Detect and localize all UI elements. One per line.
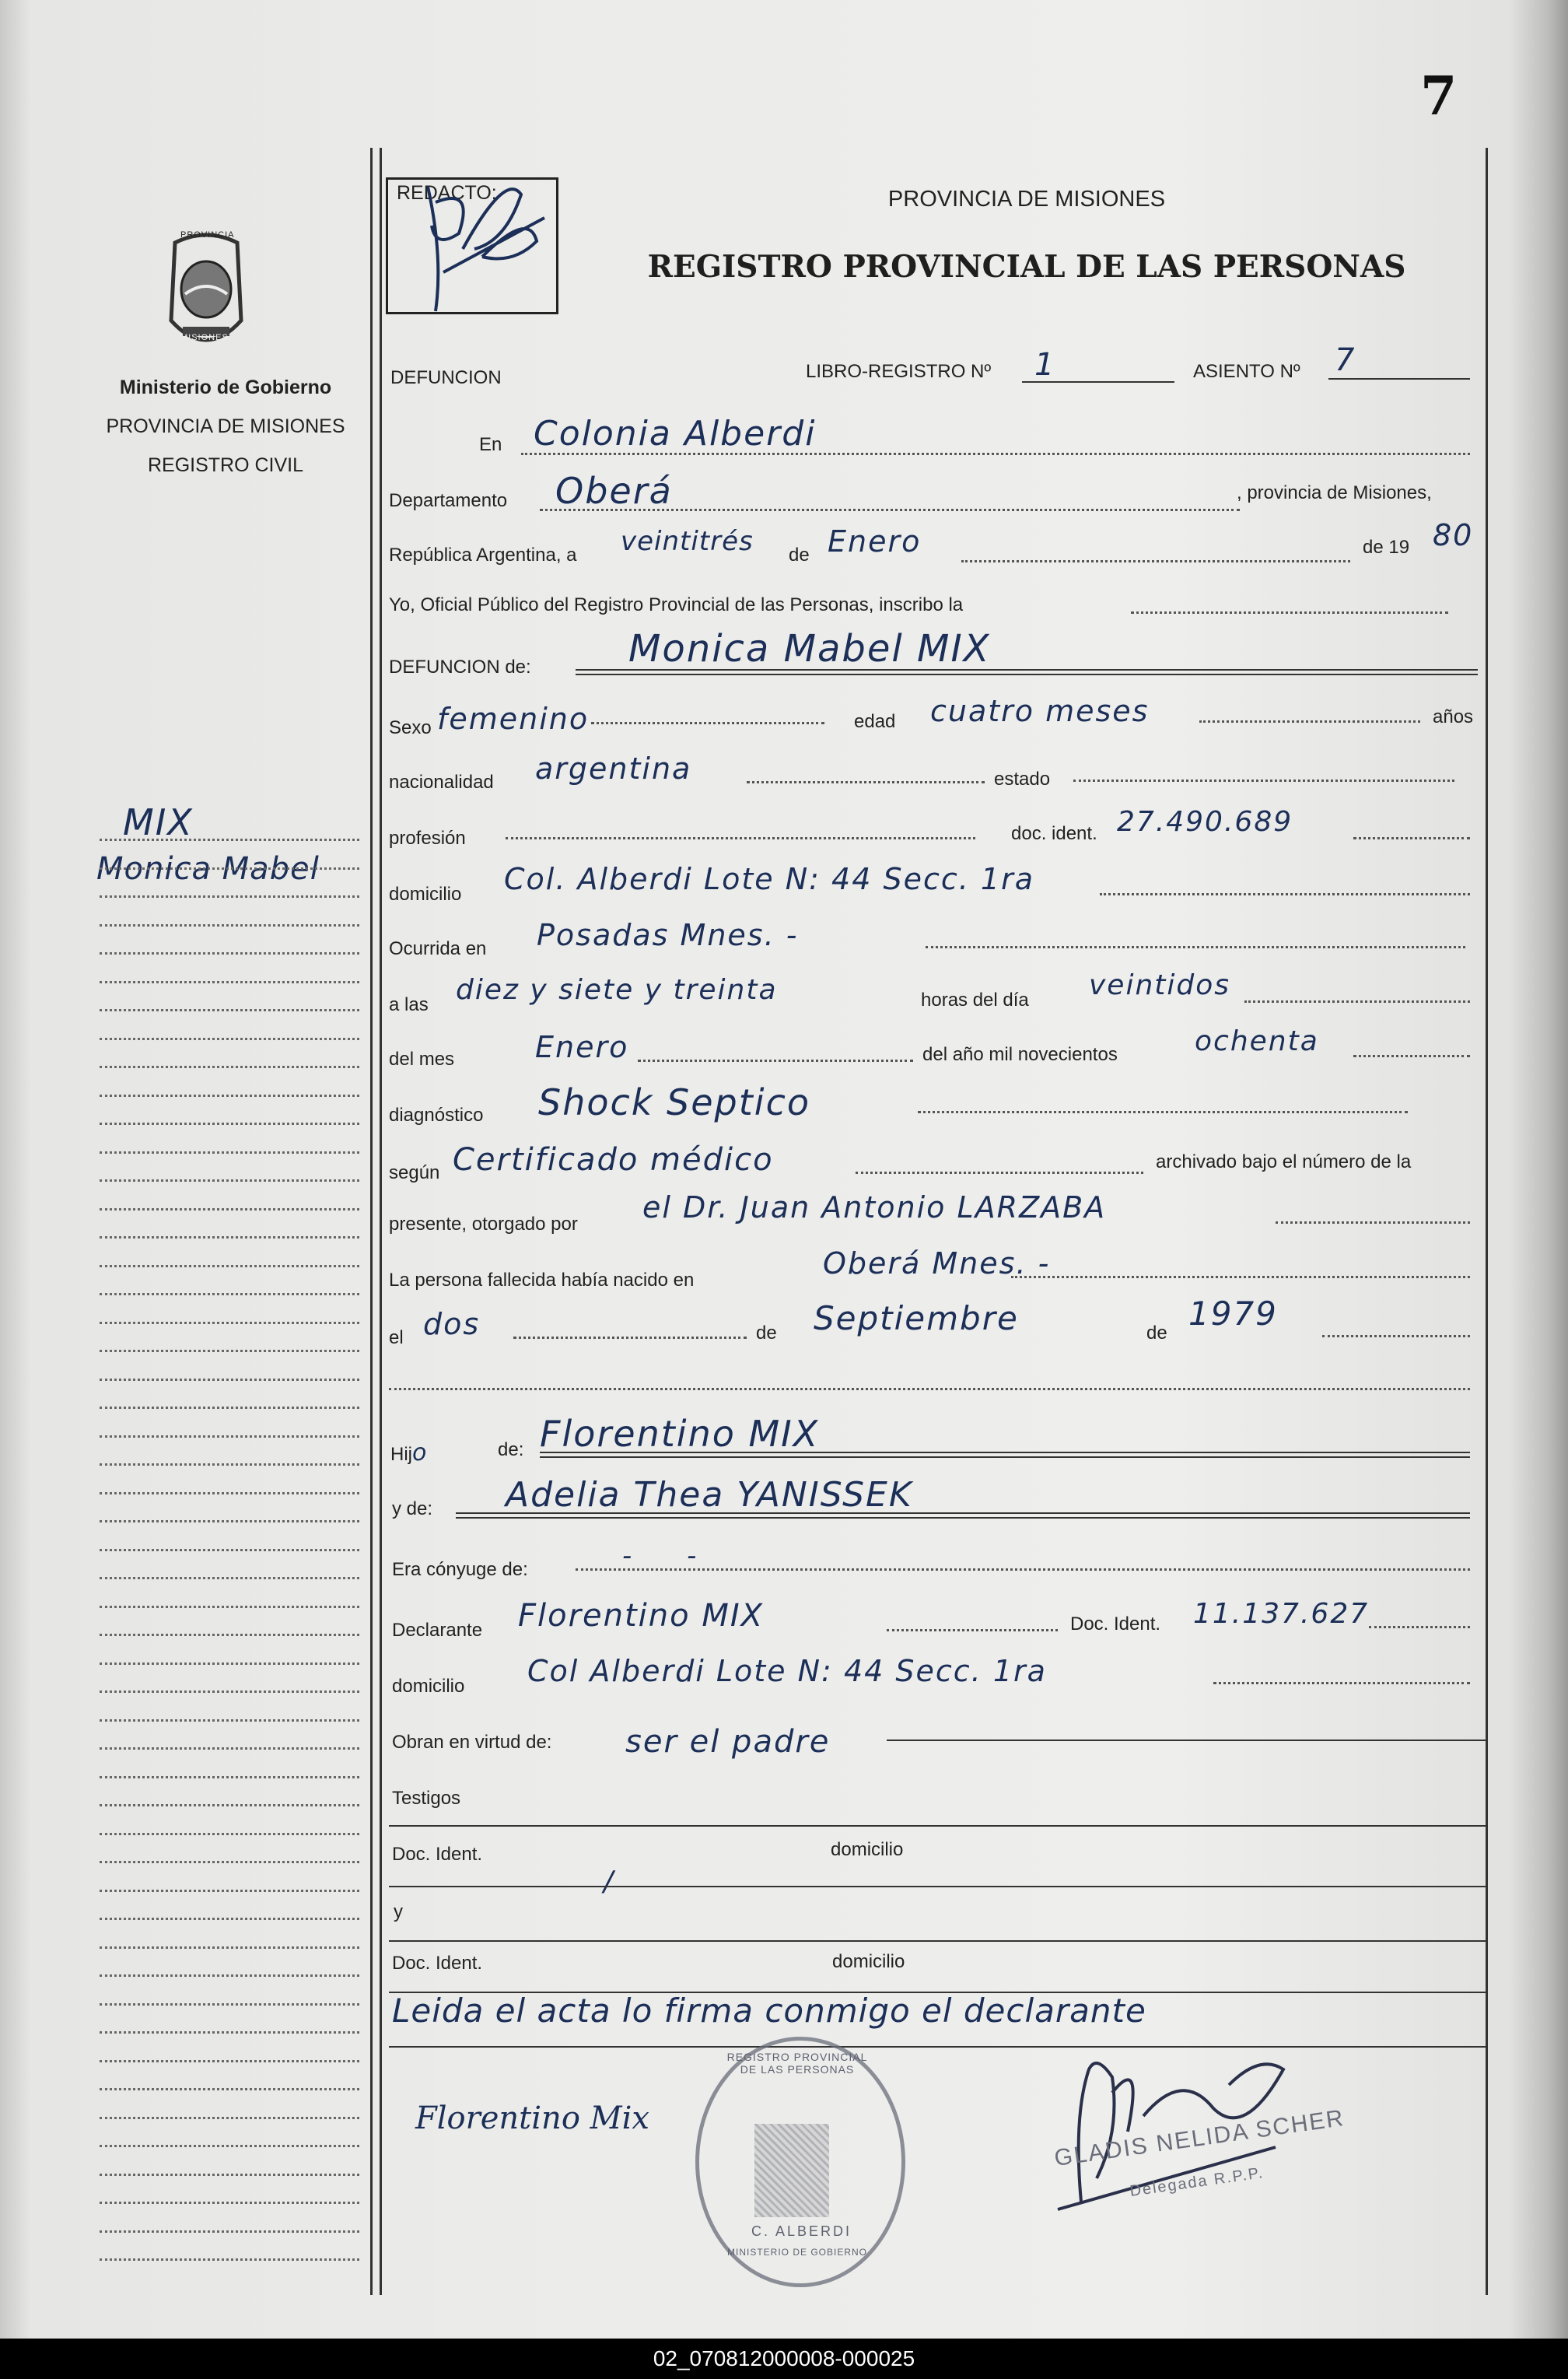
sexo-value: femenino xyxy=(437,702,590,736)
civil-registry-label: REGISTRO CIVIL xyxy=(147,454,304,476)
sexo-line xyxy=(591,722,824,724)
margin-dotted-line xyxy=(100,1946,359,1949)
margin-dotted-line xyxy=(100,895,359,898)
footer-file-id: 02_070812000008-000025 xyxy=(0,2339,1568,2379)
declarante-label: Declarante xyxy=(392,1620,483,1641)
margin-dotted-line xyxy=(100,1322,359,1324)
conyuge-line xyxy=(576,1568,1470,1571)
declarant-signature: Florentino Mix xyxy=(415,2100,649,2136)
ocurrida-label: Ocurrida en xyxy=(389,938,487,959)
defuncion-de-line-2 xyxy=(576,674,1478,675)
margin-dotted-line xyxy=(100,1407,359,1409)
margin-dotted-line xyxy=(100,2174,359,2176)
margin-dotted-line xyxy=(100,867,359,870)
declarante-value: Florentino MIX xyxy=(518,1598,765,1634)
hijo-de-line-2 xyxy=(540,1456,1470,1458)
diagnostico-label: diagnóstico xyxy=(389,1105,484,1126)
del-ano-value: ochenta xyxy=(1195,1025,1319,1057)
closing-text: Leida el acta lo firma conmigo el declarante xyxy=(392,1992,1146,2030)
del-ano-label: del año mil novecientos xyxy=(922,1044,1118,1065)
seal-bottom-text: MISIONES xyxy=(180,333,229,342)
margin-dotted-line xyxy=(100,1606,359,1608)
testigos-line xyxy=(389,1825,1486,1827)
presente-line xyxy=(1276,1221,1470,1224)
margin-dotted-line xyxy=(100,1038,359,1040)
margin-dotted-line xyxy=(100,1066,359,1068)
asiento-value: 7 xyxy=(1335,342,1356,378)
margin-dotted-line xyxy=(100,1719,359,1722)
margin-dotted-line xyxy=(100,1236,359,1239)
segun-line xyxy=(856,1172,1143,1174)
t1-line xyxy=(389,1886,1486,1887)
registry-heading: REGISTRO PROVINCIAL DE LAS PERSONAS xyxy=(647,249,1406,285)
margin-dotted-line xyxy=(100,1890,359,1892)
domicilio-value: Col. Alberdi Lote N: 44 Secc. 1ra xyxy=(504,862,1034,896)
hijo-suffix: o xyxy=(412,1439,429,1466)
margin-given-names: Monica Mabel xyxy=(96,851,320,887)
margin-dotted-line xyxy=(100,1492,359,1494)
asiento-label: ASIENTO Nº xyxy=(1193,361,1300,382)
dia-value: veintitrés xyxy=(621,526,754,557)
mes-line xyxy=(961,560,1350,562)
declarante-line xyxy=(887,1629,1058,1631)
a-las-label: a las xyxy=(389,994,429,1015)
testigos-label: Testigos xyxy=(392,1788,461,1809)
margin-dotted-line xyxy=(100,952,359,955)
domicilio-line xyxy=(1100,893,1470,895)
del-mes-label: del mes xyxy=(389,1049,455,1070)
sexo-label: Sexo xyxy=(389,717,432,738)
margin-dotted-line xyxy=(100,1577,359,1579)
a-las-value: diez y siete y treinta xyxy=(456,974,778,1006)
right-rule xyxy=(1486,148,1488,2295)
ocurrida-value: Posadas Mnes. - xyxy=(537,918,799,952)
nacido-line xyxy=(1011,1276,1470,1278)
nacido-label: La persona fallecida había nacido en xyxy=(389,1270,695,1291)
profesion-label: profesión xyxy=(389,828,466,849)
estado-line xyxy=(1073,780,1454,782)
departamento-value: Oberá xyxy=(555,470,673,512)
archivado-label: archivado bajo el número de la xyxy=(1156,1151,1412,1172)
de-year-label: de 19 xyxy=(1363,537,1410,558)
margin-dotted-line xyxy=(100,1151,359,1154)
y-de-line-2 xyxy=(456,1517,1470,1519)
conyuge-label: Era cónyuge de: xyxy=(392,1559,528,1580)
el-year-line xyxy=(1322,1335,1470,1337)
libro-value: 1 xyxy=(1034,347,1056,383)
t1-doc-label: Doc. Ident. xyxy=(392,1844,483,1865)
decl-doc-label: Doc. Ident. xyxy=(1070,1613,1161,1634)
asiento-line xyxy=(1328,378,1470,380)
domicilio-label: domicilio xyxy=(389,884,462,905)
margin-dotted-line xyxy=(100,1549,359,1551)
nacido-value: Oberá Mnes. - xyxy=(823,1246,1051,1281)
year-value: 80 xyxy=(1433,518,1474,552)
margin-dotted-line xyxy=(100,1179,359,1182)
defuncion-title: DEFUNCION xyxy=(390,367,502,388)
el-month-value: Septiembre xyxy=(814,1299,1019,1337)
republica-label: República Argentina, a xyxy=(389,545,577,566)
doc-ident-label: doc. ident. xyxy=(1011,823,1097,844)
nacionalidad-label: nacionalidad xyxy=(389,772,494,793)
hijo-label xyxy=(390,1439,428,1466)
margin-dotted-line xyxy=(100,1123,359,1125)
segun-value: Certificado médico xyxy=(453,1142,774,1178)
t1-value: / xyxy=(604,1866,615,1897)
stamp-ring-text: REGISTRO PROVINCIAL DE LAS PERSONAS xyxy=(726,2051,868,2076)
de-label: de xyxy=(789,545,810,566)
margin-surname: MIX xyxy=(123,801,194,843)
margin-dotted-line xyxy=(100,1095,359,1097)
diagnostico-value: Shock Septico xyxy=(538,1081,810,1123)
margin-dotted-line xyxy=(100,1520,359,1522)
horas-value: veintidos xyxy=(1089,969,1231,1001)
margin-dotted-line xyxy=(100,1009,359,1011)
margin-dotted-line xyxy=(100,2145,359,2147)
doc-ident-value: 27.490.689 xyxy=(1117,806,1293,838)
blank-line xyxy=(389,1388,1470,1390)
del-ano-line xyxy=(1353,1055,1470,1057)
el-year-value: 1979 xyxy=(1188,1295,1278,1333)
anos-label: años xyxy=(1433,706,1474,727)
conyuge-value: - - xyxy=(622,1540,720,1571)
margin-dotted-line xyxy=(100,924,359,927)
margin-dotted-line xyxy=(100,2117,359,2119)
official-name: GLADIS NELIDA SCHER xyxy=(1052,2104,1346,2172)
libro-registro-label: LIBRO-REGISTRO Nº xyxy=(806,361,992,382)
margin-dotted-line xyxy=(100,2060,359,2062)
margin-dotted-line xyxy=(100,1208,359,1211)
obran-value: ser el padre xyxy=(625,1724,831,1760)
estado-label: estado xyxy=(994,769,1051,790)
y-de-line xyxy=(456,1512,1470,1514)
horas-label: horas del día xyxy=(921,990,1029,1011)
margin-dotted-line xyxy=(100,1804,359,1806)
margin-dotted-line xyxy=(100,2088,359,2090)
presente-label: presente, otorgado por xyxy=(389,1214,578,1235)
margin-dotted-line xyxy=(100,2003,359,2006)
hijo-de-line xyxy=(540,1452,1470,1453)
t2-doc-label: Doc. Ident. xyxy=(392,1953,483,1974)
redacto-label: REDACTO: xyxy=(397,182,497,204)
edad-line xyxy=(1199,720,1420,723)
obran-label: Obran en virtud de: xyxy=(392,1732,552,1753)
province-heading: PROVINCIA DE MISIONES xyxy=(887,187,1166,212)
edad-value: cuatro meses xyxy=(930,694,1150,728)
provincia-suffix: , provincia de Misiones, xyxy=(1237,482,1432,503)
margin-dotted-line xyxy=(100,839,359,841)
mes-value: Enero xyxy=(828,524,922,559)
del-mes-value: Enero xyxy=(535,1030,629,1064)
doc-ident-line xyxy=(1353,837,1470,839)
margin-dotted-line xyxy=(100,1265,359,1267)
decl-domicilio-value: Col Alberdi Lote N: 44 Secc. 1ra xyxy=(527,1654,1047,1688)
defuncion-de-value: Monica Mabel MIX xyxy=(628,627,991,671)
hijo-de-label: de: xyxy=(498,1439,524,1460)
el-day-value: dos xyxy=(423,1307,481,1341)
decl-domicilio-label: domicilio xyxy=(392,1676,465,1697)
margin-dotted-line xyxy=(100,1776,359,1778)
decl-doc-line xyxy=(1369,1626,1470,1628)
nacionalidad-line xyxy=(747,781,985,783)
el-de2-label: de xyxy=(1146,1323,1167,1344)
en-value: Colonia Alberdi xyxy=(534,414,817,454)
t2-dom-label: domicilio xyxy=(832,1951,905,1972)
departamento-label: Departamento xyxy=(389,490,508,511)
horas-line xyxy=(1244,1000,1470,1003)
margin-dotted-line xyxy=(100,1350,359,1352)
decl-doc-value: 11.137.627 xyxy=(1193,1598,1370,1630)
defuncion-de-label: DEFUNCION de: xyxy=(389,657,531,678)
margin-dotted-line xyxy=(100,981,359,983)
y-de-value: Adelia Thea YANISSEK xyxy=(506,1475,913,1515)
margin-dotted-line xyxy=(100,1918,359,1920)
hijo-label-text: Hij xyxy=(390,1444,412,1465)
decl-domicilio-line xyxy=(1213,1682,1470,1684)
margin-dotted-line xyxy=(100,1463,359,1466)
margin-dotted-line xyxy=(100,2230,359,2233)
page-number: 7 xyxy=(1420,65,1458,128)
margin-dotted-line xyxy=(100,1293,359,1295)
y-de-label: y de: xyxy=(392,1498,433,1519)
segun-label: según xyxy=(389,1162,440,1183)
hijo-de-value: Florentino MIX xyxy=(540,1413,820,1455)
profesion-line xyxy=(506,837,975,839)
ocurrida-line xyxy=(926,946,1465,948)
y-line xyxy=(389,1940,1486,1942)
margin-dotted-line xyxy=(100,1435,359,1438)
margin-dotted-line xyxy=(100,1691,359,1693)
el-day-line xyxy=(513,1337,747,1339)
margin-dotted-line xyxy=(100,2258,359,2261)
oficial-line xyxy=(1131,611,1448,614)
ministry-label: Ministerio de Gobierno xyxy=(119,377,332,398)
margin-dotted-line xyxy=(100,1974,359,1977)
el-label: el xyxy=(389,1327,404,1348)
margin-dotted-line xyxy=(100,1861,359,1863)
margin-dotted-line xyxy=(100,1634,359,1636)
stamp-inner-text: C. ALBERDI xyxy=(751,2223,852,2239)
y-label: y xyxy=(394,1901,403,1922)
redacto-initials-signature xyxy=(389,140,560,327)
stamp-emblem xyxy=(754,2124,829,2217)
margin-dotted-line xyxy=(100,2031,359,2034)
official-title: Delegada R.P.P. xyxy=(1129,2164,1265,2200)
presente-value: el Dr. Juan Antonio LARZABA xyxy=(642,1190,1107,1225)
margin-dotted-line xyxy=(100,1747,359,1750)
el-de-label: de xyxy=(756,1323,777,1344)
t1-dom-label: domicilio xyxy=(831,1839,904,1860)
nacionalidad-value: argentina xyxy=(535,752,692,786)
del-mes-line xyxy=(638,1060,913,1062)
margin-dotted-line xyxy=(100,1833,359,1835)
province-label: PROVINCIA DE MISIONES xyxy=(106,415,345,437)
edad-label: edad xyxy=(854,711,896,732)
diagnostico-line xyxy=(918,1111,1408,1113)
stamp-bottom-text: MINISTERIO DE GOBIERNO xyxy=(726,2247,867,2258)
en-label: En xyxy=(479,434,502,455)
obran-line xyxy=(887,1740,1486,1741)
seal-top-text: PROVINCIA xyxy=(180,230,235,240)
margin-dotted-line xyxy=(100,1379,359,1381)
margin-dotted-line xyxy=(100,2202,359,2204)
oficial-text: Yo, Oficial Público del Registro Provincial de las Personas, inscribo la xyxy=(389,594,964,615)
margin-dotted-line xyxy=(100,1662,359,1665)
